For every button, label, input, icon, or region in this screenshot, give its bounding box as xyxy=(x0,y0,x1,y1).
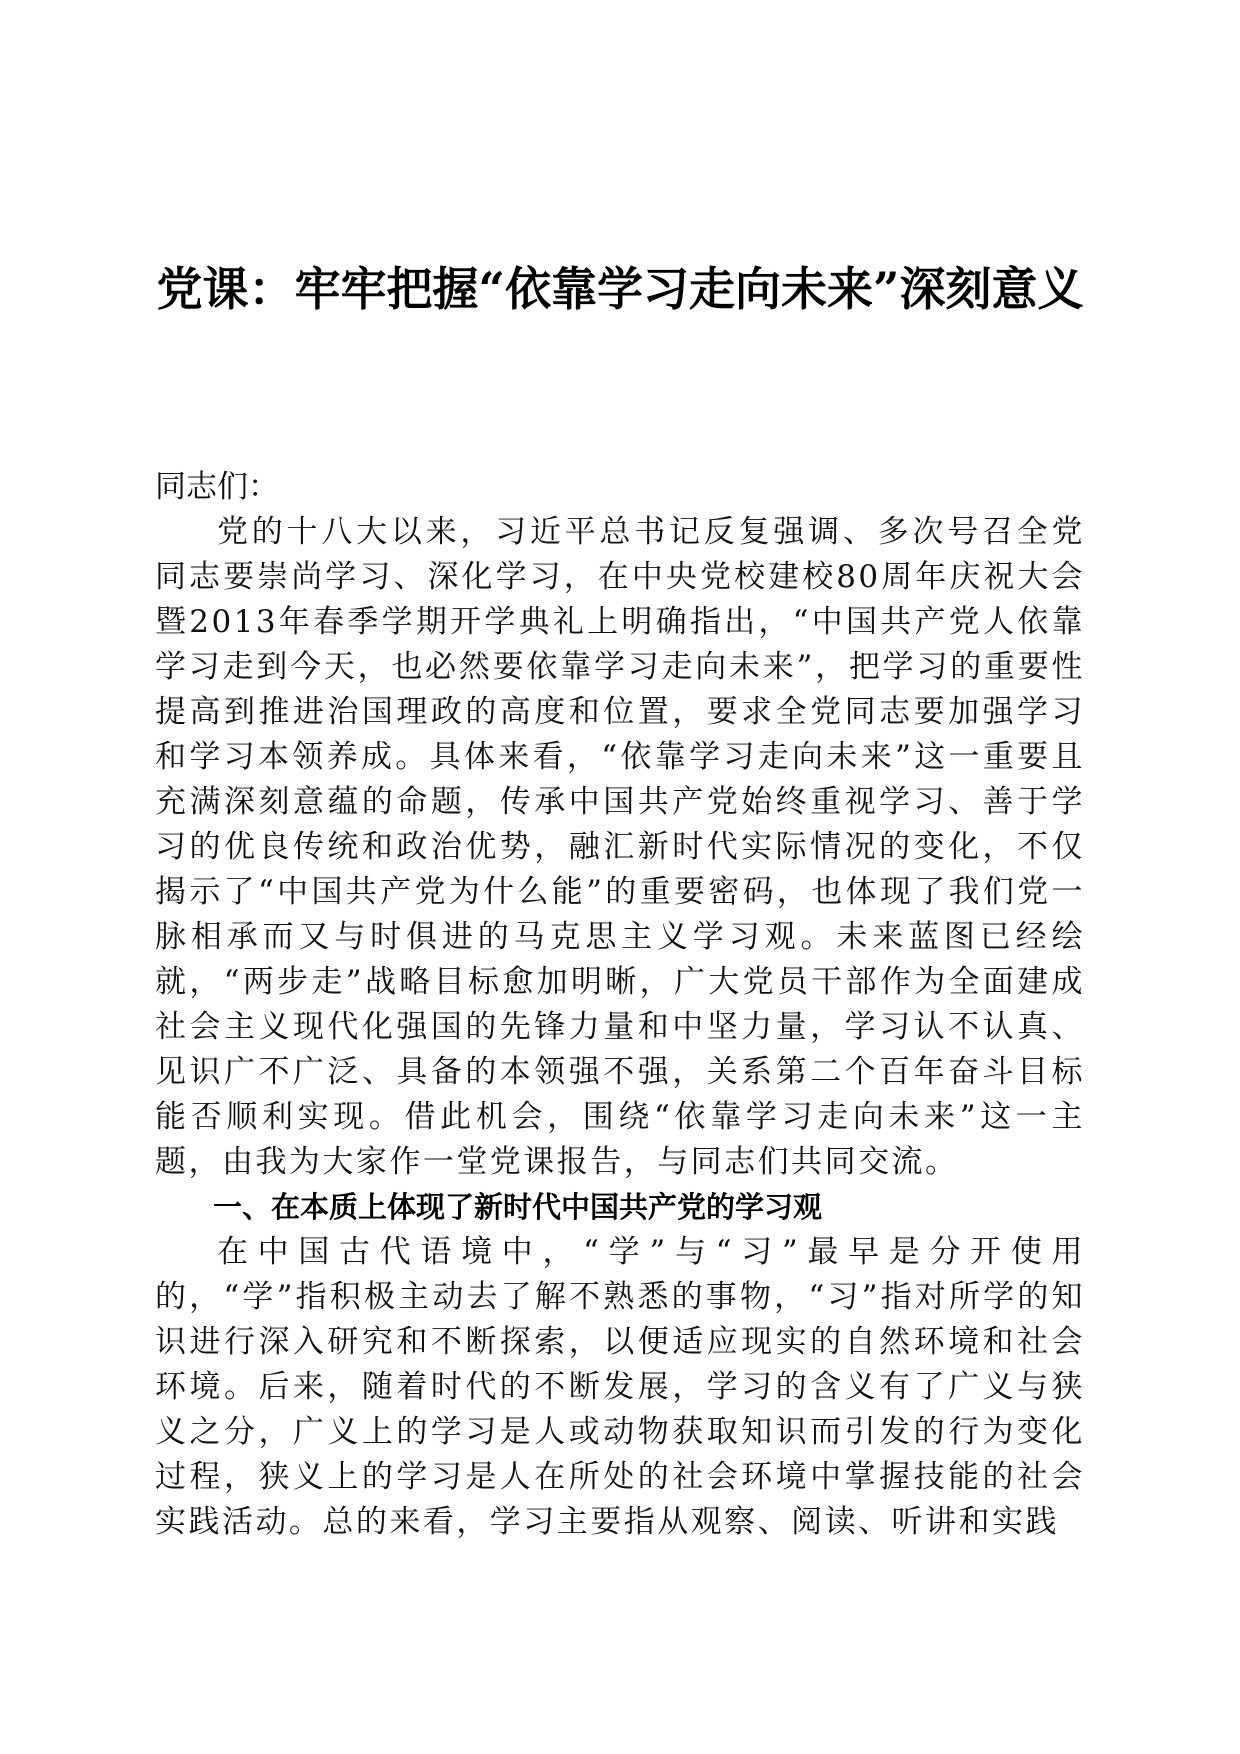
salutation: 同志们： xyxy=(155,469,279,505)
paragraph-section-1: 在中国古代语境中，“学”与“习”最早是分开使用的，“学”指积极主动去了解不熟悉的事物，“习”指对所学的知识进行深入研究和不断探索，以便适应现实的自然环境和社会环境。后来，随着时代的不断发展，学习的含义有了广义与狭义之分，广义上的学习是人或动物获取知识而引发的行为变化过程，狭义上的学习是人在所处的社会环境中掌握技能的社会实践活动。总的来看，学习主要指从观察、阅读、听讲和实践 xyxy=(155,1234,1085,1540)
document-body xyxy=(155,465,1085,1545)
paragraph-intro: 党的十八大以来，习近平总书记反复强调、多次号召全党同志要崇尚学习、深化学习，在中央党校建校80周年庆祝大会暨2013年春季学期开学典礼上明确指出，“中国共产党人依靠学习走到今天，也必然要依靠学习走向未来”，把学习的重要性提高到推进治国理政的高度和位置，要求全党同志要加强学习和学习本领养成。具体来看，“依靠学习走向未来”这一重要且充满深刻意蕴的命题，传承中国共产党始终重视学习、善于学习的优良传统和政治优势，融汇新时代实际情况的变化，不仅揭示了“中国共产党为什么能”的重要密码，也体现了我们党一脉相承而又与时俱进的马克思主义学习观。未来蓝图已经绘就，“两步走”战略目标愈加明晰，广大党员干部作为全面建成社会主义现代化强国的先锋力量和中坚力量，学习认不认真、见识广不广泛、具备的本领强不强，关系第二个百年奋斗目标能否顺利实现。借此机会，围绕“依靠学习走向未来”这一主题，由我为大家作一堂党课报告，与同志们共同交流。 xyxy=(155,514,1085,1180)
section-heading-1: 一、在本质上体现了新时代中国共产党的学习观 xyxy=(213,1190,823,1224)
document-title: 党课：牢牢把握“依靠学习走向未来”深刻意义 xyxy=(156,262,1084,316)
